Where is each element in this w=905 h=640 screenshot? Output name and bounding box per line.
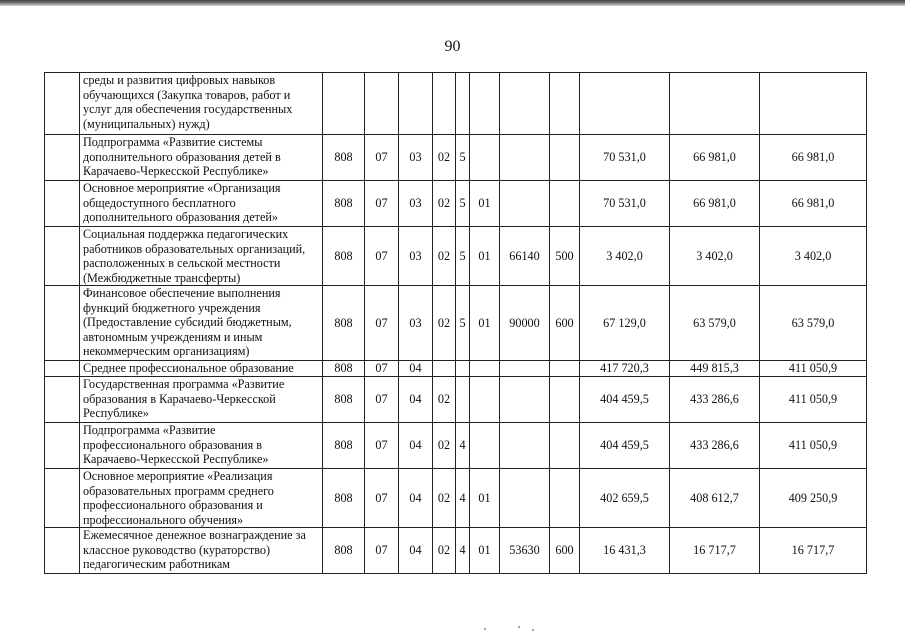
cell-y2: 433 286,6 (670, 423, 760, 469)
cell-pr: 04 (399, 528, 433, 574)
cell-y2: 66 981,0 (670, 135, 760, 181)
cell-y2: 16 717,7 (670, 528, 760, 574)
cell-ved: 808 (323, 135, 365, 181)
cell-csr3 (470, 73, 500, 135)
cell-csr2: 4 (456, 423, 470, 469)
cell-y1: 3 402,0 (580, 227, 670, 286)
table-row (45, 227, 867, 286)
table-row (45, 73, 867, 135)
cell-csr2: 5 (456, 227, 470, 286)
cell-y3: 66 981,0 (760, 135, 867, 181)
budget-table-body (45, 73, 867, 574)
row-blank-cell (45, 528, 80, 574)
budget-table (44, 72, 867, 574)
cell-csr1: 02 (433, 469, 456, 528)
cell-vr (550, 135, 580, 181)
cell-csr3 (470, 423, 500, 469)
cell-y3: 411 050,9 (760, 377, 867, 423)
cell-csr4 (500, 73, 550, 135)
cell-y2: 63 579,0 (670, 286, 760, 361)
scan-edge-line (0, 0, 905, 6)
cell-rz: 07 (365, 135, 399, 181)
cell-y3: 63 579,0 (760, 286, 867, 361)
cell-y3: 66 981,0 (760, 181, 867, 227)
cell-y3: 411 050,9 (760, 423, 867, 469)
cell-rz: 07 (365, 377, 399, 423)
table-row (45, 135, 867, 181)
cell-ved (323, 73, 365, 135)
cell-pr: 04 (399, 377, 433, 423)
table-row (45, 528, 867, 574)
cell-y3: 3 402,0 (760, 227, 867, 286)
cell-ved: 808 (323, 377, 365, 423)
cell-y1: 67 129,0 (580, 286, 670, 361)
cell-rz: 07 (365, 227, 399, 286)
page-number: 90 (444, 38, 461, 55)
cell-csr3: 01 (470, 227, 500, 286)
cell-ved: 808 (323, 286, 365, 361)
cell-y2: 449 815,3 (670, 361, 760, 377)
cell-y1: 70 531,0 (580, 181, 670, 227)
row-blank-cell (45, 469, 80, 528)
cell-ved: 808 (323, 181, 365, 227)
cell-csr1: 02 (433, 135, 456, 181)
cell-csr1: 02 (433, 377, 456, 423)
cell-y1 (580, 73, 670, 135)
cell-y2 (670, 73, 760, 135)
cell-rz: 07 (365, 181, 399, 227)
row-name-cell: Государственная программа «Развитие образования в Карачаево-Черкесской Республике» (80, 377, 323, 423)
row-name-cell: Финансовое обеспечение выполнения функций бюджетного учреждения (Предоставление субсидий бюджетным, автономным учреждениям и иным некоммерческим организациям) (80, 286, 323, 361)
cell-ved: 808 (323, 423, 365, 469)
cell-y1: 404 459,5 (580, 377, 670, 423)
cell-rz: 07 (365, 423, 399, 469)
row-blank-cell (45, 423, 80, 469)
cell-y2: 66 981,0 (670, 181, 760, 227)
cell-rz: 07 (365, 361, 399, 377)
cell-y3: 16 717,7 (760, 528, 867, 574)
cell-csr2: 5 (456, 286, 470, 361)
cell-csr3: 01 (470, 528, 500, 574)
row-blank-cell (45, 135, 80, 181)
cell-y3: 411 050,9 (760, 361, 867, 377)
cell-pr: 03 (399, 181, 433, 227)
cell-vr: 600 (550, 286, 580, 361)
row-name-cell: среды и развития цифровых навыков обучающихся (Закупка товаров, работ и услуг для обеспечения государственных (муниципальных) нужд) (80, 73, 323, 135)
row-name-cell: Основное мероприятие «Реализация образовательных программ среднего профессионального образования и профессионального обучения» (80, 469, 323, 528)
cell-csr2: 5 (456, 181, 470, 227)
cell-pr: 04 (399, 361, 433, 377)
cell-csr2 (456, 377, 470, 423)
cell-csr4: 66140 (500, 227, 550, 286)
cell-y2: 408 612,7 (670, 469, 760, 528)
table-row (45, 181, 867, 227)
cell-pr: 03 (399, 135, 433, 181)
table-row (45, 423, 867, 469)
cell-csr3 (470, 377, 500, 423)
cell-csr2: 4 (456, 469, 470, 528)
cell-rz (365, 73, 399, 135)
cell-ved: 808 (323, 528, 365, 574)
row-blank-cell (45, 361, 80, 377)
cell-y2: 3 402,0 (670, 227, 760, 286)
row-blank-cell (45, 286, 80, 361)
cell-y1: 16 431,3 (580, 528, 670, 574)
cell-pr (399, 73, 433, 135)
cell-y3: 409 250,9 (760, 469, 867, 528)
cell-csr1: 02 (433, 227, 456, 286)
cell-rz: 07 (365, 286, 399, 361)
cell-vr: 500 (550, 227, 580, 286)
cell-csr4 (500, 135, 550, 181)
cell-y1: 404 459,5 (580, 423, 670, 469)
cell-csr4 (500, 423, 550, 469)
cell-csr2: 5 (456, 135, 470, 181)
cell-pr: 04 (399, 469, 433, 528)
cell-ved: 808 (323, 469, 365, 528)
row-blank-cell (45, 181, 80, 227)
cell-rz: 07 (365, 469, 399, 528)
cell-csr2 (456, 361, 470, 377)
table-row (45, 377, 867, 423)
cell-csr3: 01 (470, 181, 500, 227)
row-blank-cell (45, 73, 80, 135)
cell-csr2: 4 (456, 528, 470, 574)
cell-y3 (760, 73, 867, 135)
row-name-cell: Основное мероприятие «Организация общедоступного бесплатного дополнительного образования детей» (80, 181, 323, 227)
cell-csr1: 02 (433, 528, 456, 574)
cell-csr4 (500, 361, 550, 377)
cell-csr3 (470, 361, 500, 377)
cell-csr3 (470, 135, 500, 181)
cell-csr2 (456, 73, 470, 135)
cell-pr: 03 (399, 227, 433, 286)
cell-csr4 (500, 181, 550, 227)
table-row (45, 286, 867, 361)
row-name-cell: Среднее профессиональное образование (80, 361, 323, 377)
cell-y2: 433 286,6 (670, 377, 760, 423)
cell-csr3: 01 (470, 286, 500, 361)
cell-csr1 (433, 73, 456, 135)
cell-y1: 417 720,3 (580, 361, 670, 377)
cell-rz: 07 (365, 528, 399, 574)
cell-vr (550, 361, 580, 377)
table-row (45, 361, 867, 377)
cell-csr1: 02 (433, 181, 456, 227)
row-blank-cell (45, 227, 80, 286)
row-blank-cell (45, 377, 80, 423)
cell-vr (550, 423, 580, 469)
cell-vr (550, 181, 580, 227)
cell-pr: 04 (399, 423, 433, 469)
cell-csr1 (433, 361, 456, 377)
row-name-cell: Подпрограмма «Развитие системы дополнительного образования детей в Карачаево-Черкесской Республике» (80, 135, 323, 181)
cell-y1: 402 659,5 (580, 469, 670, 528)
cell-pr: 03 (399, 286, 433, 361)
cell-csr4 (500, 469, 550, 528)
cell-csr1: 02 (433, 423, 456, 469)
cell-ved: 808 (323, 361, 365, 377)
cell-y1: 70 531,0 (580, 135, 670, 181)
cell-csr4: 90000 (500, 286, 550, 361)
cell-vr (550, 377, 580, 423)
cell-csr3: 01 (470, 469, 500, 528)
cell-csr4 (500, 377, 550, 423)
row-name-cell: Подпрограмма «Развитие профессионального образования в Карачаево-Черкесской Республике» (80, 423, 323, 469)
table-row (45, 469, 867, 528)
cell-ved: 808 (323, 227, 365, 286)
row-name-cell: Социальная поддержка педагогических работников образовательных организаций, расположенных в сельской местности (Межбюджетные трансферты) (80, 227, 323, 286)
cell-vr: 600 (550, 528, 580, 574)
row-name-cell: Ежемесячное денежное вознаграждение за классное руководство (кураторство) педагогическим работникам (80, 528, 323, 574)
scan-specks (480, 626, 540, 632)
cell-csr4: 53630 (500, 528, 550, 574)
cell-csr1: 02 (433, 286, 456, 361)
cell-vr (550, 73, 580, 135)
cell-vr (550, 469, 580, 528)
